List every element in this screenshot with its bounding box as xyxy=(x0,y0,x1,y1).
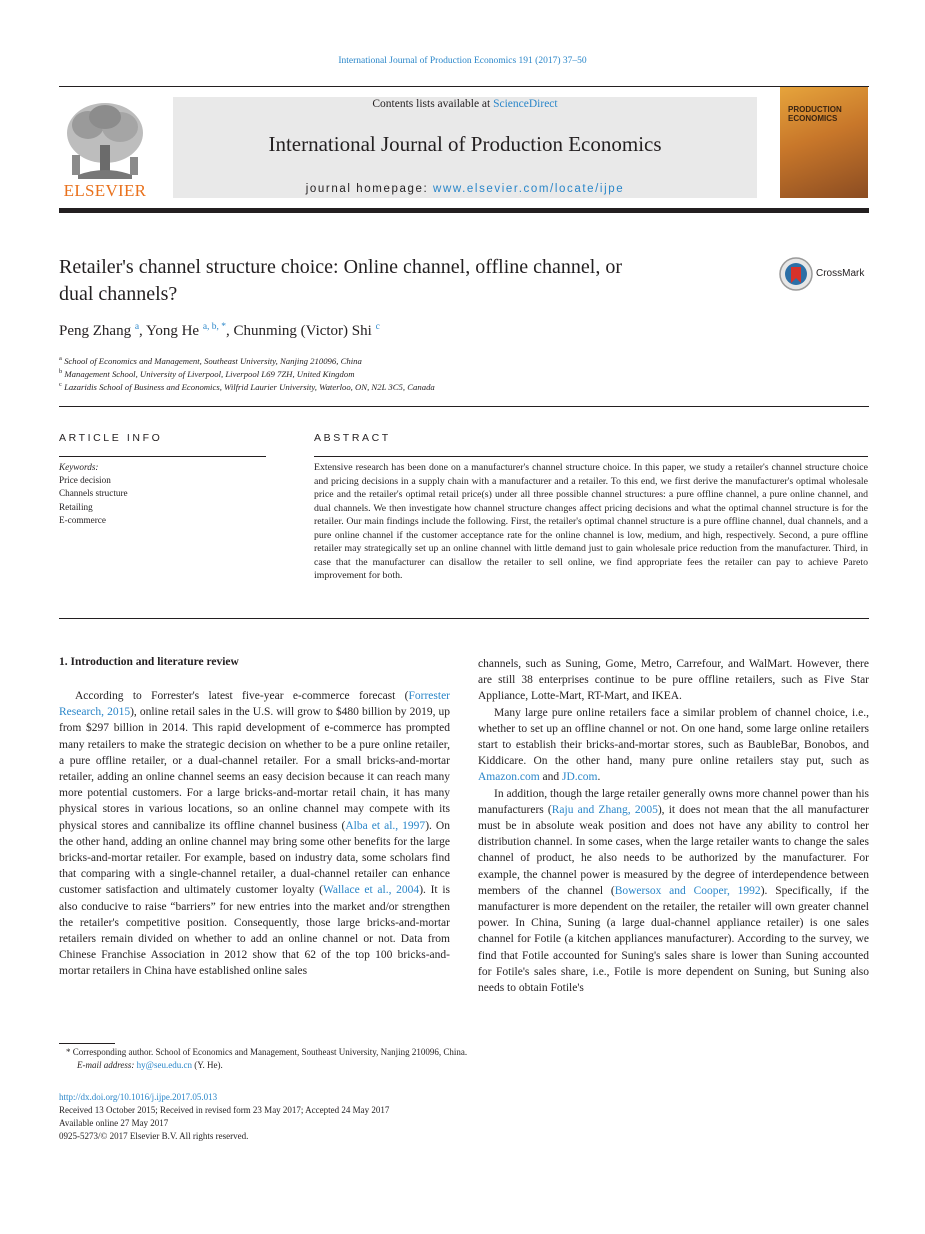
affiliation xyxy=(59,368,354,379)
author-affiliation-mark[interactable]: c xyxy=(375,322,380,332)
masthead-thick-rule xyxy=(59,208,869,213)
author-name: Peng Zhang xyxy=(59,323,132,339)
article-title-line-2: dual channels? xyxy=(59,283,178,305)
homepage-prefix: journal homepage: xyxy=(305,183,434,195)
paragraph xyxy=(478,786,869,997)
paragraph-text: ), online retail sales in the U.S. will grow to $480 billion by 2019, up from $297 billion in 2014. This rapid development of e-commerce has prompted many retailers to make the strategic decision on whether to be a pure online retailer, a pure offline retailer, or a dual-channel retailer. For a small bricks-and-mortar retailer, adding an online channel seems an easy decision because it can reach many more potential customers. For a large bricks-and-mortar retail chain, it has many physical stores in various locations, so an online channel may compete with its physical stores and cannibalize its offline channel business ( xyxy=(59,706,450,832)
affiliation xyxy=(59,381,435,392)
paragraph-text: ). It is also conducive to raise “barriers” for new entries into the market and/or strengthen the retailer's competitive position. Consequently, those large bricks-and-mortar retailers remain divided on whether to add an online channel or not. Data from Chinese Franchise Association in 2012 show that 62 of the top 100 bricks-and-mortar retailers in China have established online sales xyxy=(59,884,451,978)
author-name: Yong He xyxy=(146,323,200,339)
section-title: 1. Introduction and literature review xyxy=(59,656,239,668)
citation-link[interactable]: Alba et al., 1997 xyxy=(345,819,426,832)
paragraph-text: ). Specifically, if the manufacturer is more dependent on the retailer, the retailer will own greater channel power. In China, Suning (a large dual-channel appliance retailer) is one sales channel for Fotile (a kitchen appliances manufacturer). According to the survey, we find that Fotile accounted for Suning's sales share is lower than Suning accounted for Fotile's sales share, i.e., Fotile is more dependent on Suning, but Suning also needs to obtain Fotile's xyxy=(478,884,869,995)
crossmark-icon[interactable] xyxy=(779,257,813,291)
author-affiliation-mark[interactable]: a xyxy=(134,322,140,332)
citation-link[interactable]: Forrester Research, 2015 xyxy=(59,690,450,719)
author-name: Chunming (Victor) Shi xyxy=(233,323,372,339)
crossmark-label[interactable]: CrossMark xyxy=(816,268,865,279)
journal-title: International Journal of Production Economics xyxy=(268,132,662,156)
right-column xyxy=(478,656,869,996)
contents-prefix: Contents lists available at xyxy=(372,98,494,110)
footnote-rule xyxy=(59,1043,115,1044)
abstract-text: Extensive research has been done on a manufacturer's channel structure choice. In this paper, we study a retailer's channel structure choice and pricing decisions in a supply chain with a manufacturer and a retailer. To this end, we first derive the manufacturer's optimal wholesale price and the retailer's optimal retail price(s) under all three possible channel structures: a pure offline channel, a pure online channel, and dual channels. We then investigate how channel structure changes affect pricing decisions and what the optimal channel structure is for the retailer. Our main findings include the following. First, the retailer's optimal channel structure is a pure offline channel, dual channels, and a pure online channel if the customer acceptance rate for the online channel is low, medium, and high, respectively. Second, a pure offline retailer may strategically set up an online channel with little demand just to gain wholesale price reduction from the manufacturer. Third, in case that the manufacturer can disallow the retailer to sell online, we find appropriate fees the retailer can pay to achieve Pareto improvement for both. xyxy=(314,462,868,581)
affiliation-text: Management School, University of Liverpool, Liverpool L69 7ZH, United Kingdom xyxy=(64,368,355,379)
paragraph-text: ). On the other hand, adding an online channel may bring some other benefits for the large bricks-and-mortar retailer. For example, based on industry data, some scholars find that comparing with a single-channel retailer, a dual-channel retailer can enhance customer satisfaction and ultimately customer loyalty ( xyxy=(59,819,450,897)
email-label: E-mail address: xyxy=(77,1060,137,1070)
paragraph xyxy=(59,688,450,980)
available-online: Available online 27 May 2017 xyxy=(59,1118,169,1128)
email-line xyxy=(77,1060,223,1070)
homepage-line xyxy=(173,183,757,195)
affiliation-text: School of Economics and Management, Southeast University, Nanjing 210096, China xyxy=(64,355,362,366)
citation-link[interactable]: Bowersox and Cooper, 1992 xyxy=(614,884,761,897)
sciencedirect-link[interactable]: ScienceDirect xyxy=(493,98,558,110)
article-title xyxy=(59,254,749,308)
masthead-top-rule xyxy=(59,86,869,87)
jd-link[interactable]: JD.com xyxy=(562,771,598,784)
affiliation xyxy=(59,355,362,366)
keywords-label: Keywords: xyxy=(59,462,99,472)
citation-link[interactable]: Raju and Zhang, 2005 xyxy=(551,803,658,816)
cover-title xyxy=(788,105,842,123)
abstract-rule xyxy=(314,456,868,457)
keyword: Retailing xyxy=(59,502,93,512)
publisher-logo-text: ELSEVIER xyxy=(63,181,147,200)
doi-link-text[interactable]: http://dx.doi.org/10.1016/j.ijpe.2017.05.013 xyxy=(59,1092,218,1102)
paragraph-text: Many large pure online retailers face a similar problem of channel choice, i.e., whether to set up an offline channel or not. On one hand, some large online retailers start to establish their bricks-and-mortar stores, such as BaubleBar, Bonobos, and Kiddicare. On the other hand, many pure online retailers stay put, such as xyxy=(478,706,869,768)
received-dates: Received 13 October 2015; Received in revised form 23 May 2017; Accepted 24 May 2017 xyxy=(59,1105,390,1115)
keyword: Channels structure xyxy=(59,488,128,498)
keyword: E-commerce xyxy=(59,515,106,525)
affiliation-mark: b xyxy=(59,368,63,375)
paragraph-text: In addition, though the large retailer generally owns more channel power than his manufacturers ( xyxy=(478,787,869,816)
paragraph xyxy=(478,705,869,786)
keyword: Price decision xyxy=(59,475,111,485)
cover-title-line-2: ECONOMICS xyxy=(788,114,838,123)
copyright-line: 0925-5273/© 2017 Elsevier B.V. All rights reserved. xyxy=(59,1131,249,1141)
article-info-rule xyxy=(59,456,266,457)
doi-link[interactable] xyxy=(59,1092,217,1102)
header-divider xyxy=(59,406,869,407)
paragraph: channels, such as Suning, Gome, Metro, Carrefour, and WalMart. However, there are still 38 enterprises continue to be pure offline retailers, such as Five Star Appliance, Lotte-Mart, RT-Mart, and IKEA. xyxy=(478,658,869,703)
email-suffix: (Y. He). xyxy=(191,1060,223,1070)
affiliation-mark: a xyxy=(59,355,62,362)
citation-link[interactable]: Wallace et al., 2004 xyxy=(322,884,420,897)
amazon-link[interactable]: Amazon.com xyxy=(478,771,540,784)
abstract-heading: ABSTRACT xyxy=(314,432,391,444)
journal-citation[interactable]: International Journal of Production Economics 191 (2017) 37–50 xyxy=(338,56,587,66)
journal-cover-image xyxy=(780,87,868,198)
paragraph-text: ), it does not mean that the all manufacturer must be in absolute weak position and does not have any ability to control her distribution channel. In some cases, when the large retailer wants to change the sales channel of product, he also needs to be authorized by the manufacturer. For example, the channel power is measured by the degree of interdependence between members of the channel ( xyxy=(478,803,870,897)
corresponding-author-note: * Corresponding author. School of Economics and Management, Southeast University, Nanjing 210096, China. xyxy=(66,1047,468,1057)
paragraph-text: . xyxy=(597,771,601,784)
cover-title-line-1: PRODUCTION xyxy=(788,105,842,114)
author-list: Peng Zhang $^a$, Yong He $^{a, b, *}$, Chunming (Victor) Shi $^c$ xyxy=(59,322,380,339)
email-link[interactable]: hy@seu.edu.cn xyxy=(136,1060,192,1070)
affiliation-text: Lazaridis School of Business and Economics, Wilfrid Laurier University, Waterloo, ON, N2L 3C5, Canada xyxy=(64,381,435,392)
contents-line xyxy=(173,98,757,110)
article-title-line-1: Retailer's channel structure choice: Online channel, offline channel, or xyxy=(59,256,623,278)
author-affiliation-mark[interactable]: a, b, * xyxy=(202,322,227,332)
paragraph-text: and xyxy=(539,771,562,784)
affiliation-mark: c xyxy=(59,381,62,388)
abstract-divider xyxy=(59,618,869,619)
left-column xyxy=(59,688,450,980)
homepage-link[interactable]: www.elsevier.com/locate/ijpe xyxy=(433,183,625,195)
article-info-heading: ARTICLE INFO xyxy=(59,432,163,444)
paragraph-text: According to Forrester's latest five-year e-commerce forecast ( xyxy=(75,690,409,702)
